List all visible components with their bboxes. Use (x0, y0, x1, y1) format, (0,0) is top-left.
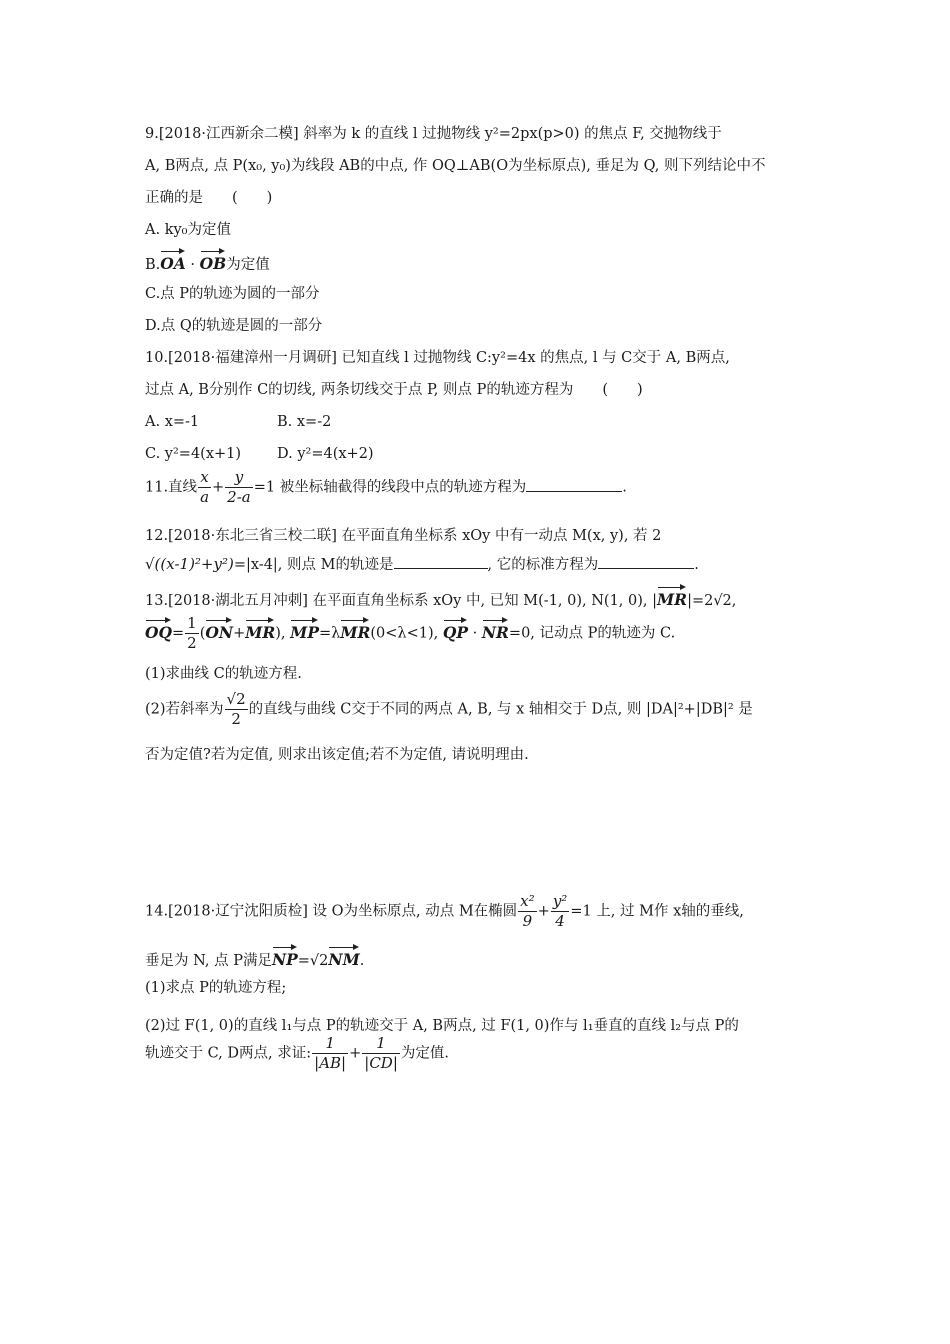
q14-stem-line1 (145, 892, 744, 931)
q13-root2-numerator: √2 (226, 690, 246, 708)
q13-part2-line2: 否为定值?若为定值, 则求出该定值;若不为定值, 请说明理由. (145, 747, 529, 763)
q10-options-row1 (145, 412, 331, 432)
q13-paren-close: ), (275, 625, 291, 642)
q9-option-b-suffix: 为定值 (226, 257, 270, 273)
q11-f2-numerator: y (225, 468, 253, 488)
q14-fraction-x2-over-9 (518, 892, 536, 931)
q12-answer-blank-1 (394, 554, 488, 569)
q11-end: . (622, 479, 627, 496)
q13-lambda: =λ (318, 625, 341, 642)
q12-stem-line1: 12.[2018·东北三省三校二联] 在平面直角坐标系 xOy 中有一动点 M(x, y), 若 2 (145, 528, 662, 544)
q14-f2-numerator: y² (552, 892, 568, 910)
q11-answer-blank (526, 477, 622, 492)
q14-fraction-y2-over-4 (551, 892, 570, 931)
q13-range: (0<λ<1), (370, 625, 443, 642)
q9-option-b (145, 248, 270, 275)
q11-prefix: 11.直线 (145, 479, 198, 496)
q13-fraction-one-half (185, 614, 199, 653)
q14-line1-post: =1 上, 过 M作 x轴的垂线, (570, 903, 744, 920)
vector-ob: OB (200, 248, 227, 274)
q14-p2-f1-numerator: 1 (312, 1034, 348, 1054)
q14-line1-pre: 14.[2018·辽宁沈阳质检] 设 O为坐标原点, 动点 M在椭圆 (145, 903, 518, 920)
q14-part2-line1: (2)过 F(1, 0)的直线 l₁与点 P的轨迹交于 A, B两点, 过 F(1, 0)作与 l₁垂直的直线 l₂与点 P的 (145, 1018, 739, 1034)
q12-stem-line2 (145, 554, 699, 575)
q11-plus: + (212, 479, 225, 496)
vector-mr-2: MR (245, 617, 275, 643)
q14-line2-eq: =√2 (297, 953, 329, 969)
q13-line2-end: =0, 记动点 P的轨迹为 C. (508, 625, 676, 642)
q13-part2-post: 的直线与曲线 C交于不同的两点 A, B, 与 x 轴相交于 D点, 则 |DA|²+|DB|² 是 (248, 701, 753, 718)
vector-mr: MR (657, 584, 687, 610)
q11-stem (145, 468, 627, 507)
q11-fraction-y-over-2-minus-a (225, 468, 253, 507)
vector-nr: NR (482, 617, 509, 643)
q10-options-row2 (145, 444, 374, 464)
q13-half-denominator: 2 (187, 634, 197, 652)
q12-answer-blank-2 (598, 554, 694, 569)
q9-option-c: C.点 P的轨迹为圆的一部分 (145, 286, 320, 302)
q11-f2-denominator: 2-a (227, 488, 251, 506)
q10-stem-line2: 过点 A, B分别作 C的切线, 两条切线交于点 P, 则点 P的轨迹方程为 ( ) (145, 382, 643, 398)
q14-stem-line2 (145, 944, 364, 971)
q14-fraction-1-over-cd (362, 1034, 400, 1073)
q9-option-b-prefix: B. (145, 257, 161, 273)
q10-option-c: C. y²=4(x+1) (145, 446, 242, 462)
q14-f2-denominator: 4 (555, 912, 565, 930)
q14-part2-line2 (145, 1034, 449, 1073)
q14-p2-f2-denominator: |CD| (364, 1054, 398, 1072)
vector-qp: QP (443, 617, 468, 643)
q13-half-numerator: 1 (187, 614, 197, 632)
vector-np: NP (272, 944, 298, 970)
q13-paren-open: ( (199, 625, 206, 642)
vector-oa: OA (160, 248, 186, 274)
q9-stem-line3: 正确的是 ( ) (145, 190, 273, 206)
q9-option-d: D.点 Q的轨迹是圆的一部分 (145, 318, 323, 334)
q10-option-b: B. x=-2 (277, 414, 332, 430)
q12-mid2: , 它的标准方程为 (487, 557, 599, 573)
q9-stem-line2: A, B两点, 点 P(x₀, y₀)为线段 AB的中点, 作 OQ⊥AB(O为坐标原点), 垂足为 Q, 则下列结论中不 (145, 158, 766, 174)
q11-f1-denominator: a (200, 488, 210, 506)
q13-line1-post: |=2√2, (687, 593, 737, 609)
q13-part2-pre: (2)若斜率为 (145, 701, 224, 718)
q13-dot: · (468, 625, 482, 642)
q10-option-a: A. x=-1 (145, 414, 200, 430)
q13-stem-line1 (145, 584, 736, 611)
q13-part1: (1)求曲线 C的轨迹方程. (145, 666, 302, 682)
q13-stem-line2 (145, 614, 675, 653)
q14-plus: + (537, 903, 550, 920)
q14-line2-end: . (359, 953, 365, 969)
q14-part2-post: 为定值. (400, 1045, 449, 1062)
q13-plus: + (233, 625, 246, 642)
q14-part2-pre: 轨迹交于 C, D两点, 求证: (145, 1045, 312, 1062)
q13-eq: = (172, 625, 185, 642)
vector-oq: OQ (145, 617, 172, 643)
vector-on: ON (205, 617, 233, 643)
q14-p2-f1-denominator: |AB| (314, 1054, 347, 1072)
q10-stem-line1: 10.[2018·福建漳州一月调研] 已知直线 l 过抛物线 C:y²=4x 的焦点, l 与 C交于 A, B两点, (145, 350, 730, 366)
q13-line1-pre: 13.[2018·湖北五月冲刺] 在平面直角坐标系 xOy 中, 已知 M(-1, 0), N(1, 0), | (145, 593, 658, 609)
q13-fraction-root2-over-2 (225, 690, 248, 729)
vector-mr-3: MR (340, 617, 370, 643)
q14-line2-pre: 垂足为 N, 点 P满足 (145, 953, 272, 969)
q9-option-b-dot: · (185, 257, 200, 273)
q11-fraction-x-over-a (198, 468, 211, 507)
vector-mp: MP (290, 617, 319, 643)
q14-fraction-1-over-ab (312, 1034, 348, 1073)
q12-radical: √((x-1)²+y²) (145, 555, 234, 573)
q11-suffix: =1 被坐标轴截得的线段中点的轨迹方程为 (253, 479, 527, 496)
q9-stem-line1: 9.[2018·江西新余二模] 斜率为 k 的直线 l 过抛物线 y²=2px(p>0) 的焦点 F, 交抛物线于 (145, 126, 722, 142)
q11-f1-numerator: x (198, 468, 211, 488)
q14-p2-f2-numerator: 1 (362, 1034, 400, 1054)
q9-option-a: A. ky₀为定值 (145, 222, 231, 238)
q12-mid: =|x-4|, 则点 M的轨迹是 (233, 557, 394, 573)
q13-part2-line1 (145, 690, 753, 729)
q10-option-d: D. y²=4(x+2) (277, 446, 374, 462)
q14-f1-numerator: x² (520, 892, 535, 910)
q14-part1: (1)求点 P的轨迹方程; (145, 980, 287, 996)
q13-root2-denominator: 2 (231, 710, 241, 728)
q12-end: . (694, 557, 699, 573)
q14-f1-denominator: 9 (522, 912, 533, 930)
q14-part2-plus: + (349, 1045, 362, 1062)
vector-nm: NM (328, 944, 359, 970)
